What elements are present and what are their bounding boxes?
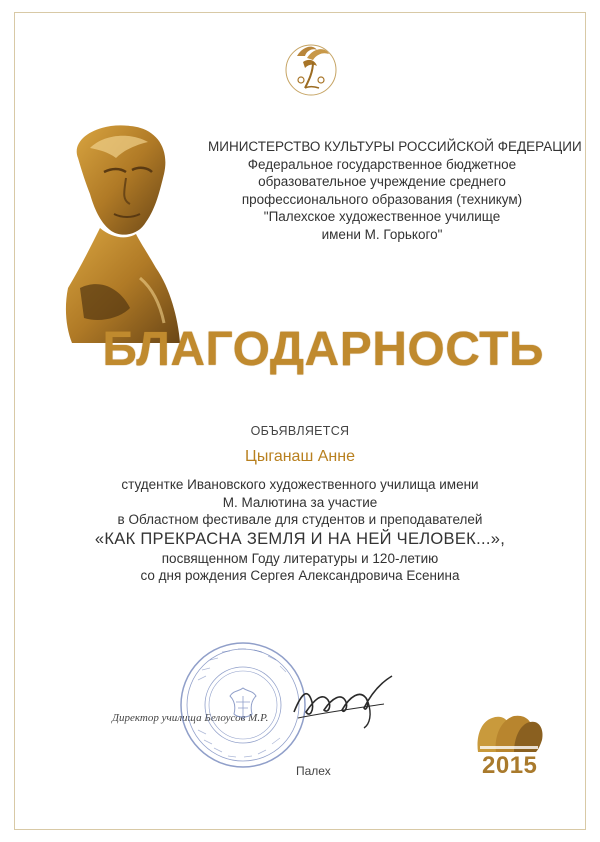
org-line: имени М. Горького"	[321, 226, 443, 242]
org-line: Федеральное государственное бюджетное	[247, 156, 517, 172]
body-line: студентке Ивановского художественного училища имени	[121, 477, 479, 492]
certificate-body	[0, 476, 600, 585]
director-signature-line: Директор училища Белоусов М.Р.	[112, 712, 269, 724]
org-line: "Палехское художественное училище	[263, 209, 501, 224]
body-line: посвященном Году литературы и 120-летию	[161, 550, 439, 566]
event-name: «КАК ПРЕКРАСНА ЗЕМЛЯ И НА НЕЙ ЧЕЛОВЕК...»,	[94, 529, 506, 548]
body-line: в Областном фестивале для студентов и преподавателей	[117, 512, 483, 527]
firebird-emblem-icon	[283, 36, 339, 98]
certificate-title: БЛАГОДАРНОСТЬ	[102, 323, 544, 376]
body-line: со дня рождения Сергея Александровича Есенина	[140, 568, 460, 583]
yesenin-portrait	[60, 118, 190, 343]
recipient-name: Цыганаш Анне	[245, 448, 355, 465]
city-label: Палех	[296, 764, 331, 778]
organization-header	[208, 138, 582, 243]
year-of-literature-logo-icon	[474, 708, 544, 752]
declared-label: ОБЪЯВЛЯЕТСЯ	[250, 424, 350, 438]
year-label: 2015	[482, 752, 538, 779]
director-signature	[288, 662, 408, 732]
org-line: профессионального образования (техникум)	[241, 191, 523, 207]
org-line: образовательное учреждение среднего	[258, 174, 506, 189]
body-line: М. Малютина за участие	[222, 494, 378, 510]
org-line: МИНИСТЕРСТВО КУЛЬТУРЫ РОССИЙСКОЙ ФЕДЕРАЦИИ	[208, 139, 582, 154]
